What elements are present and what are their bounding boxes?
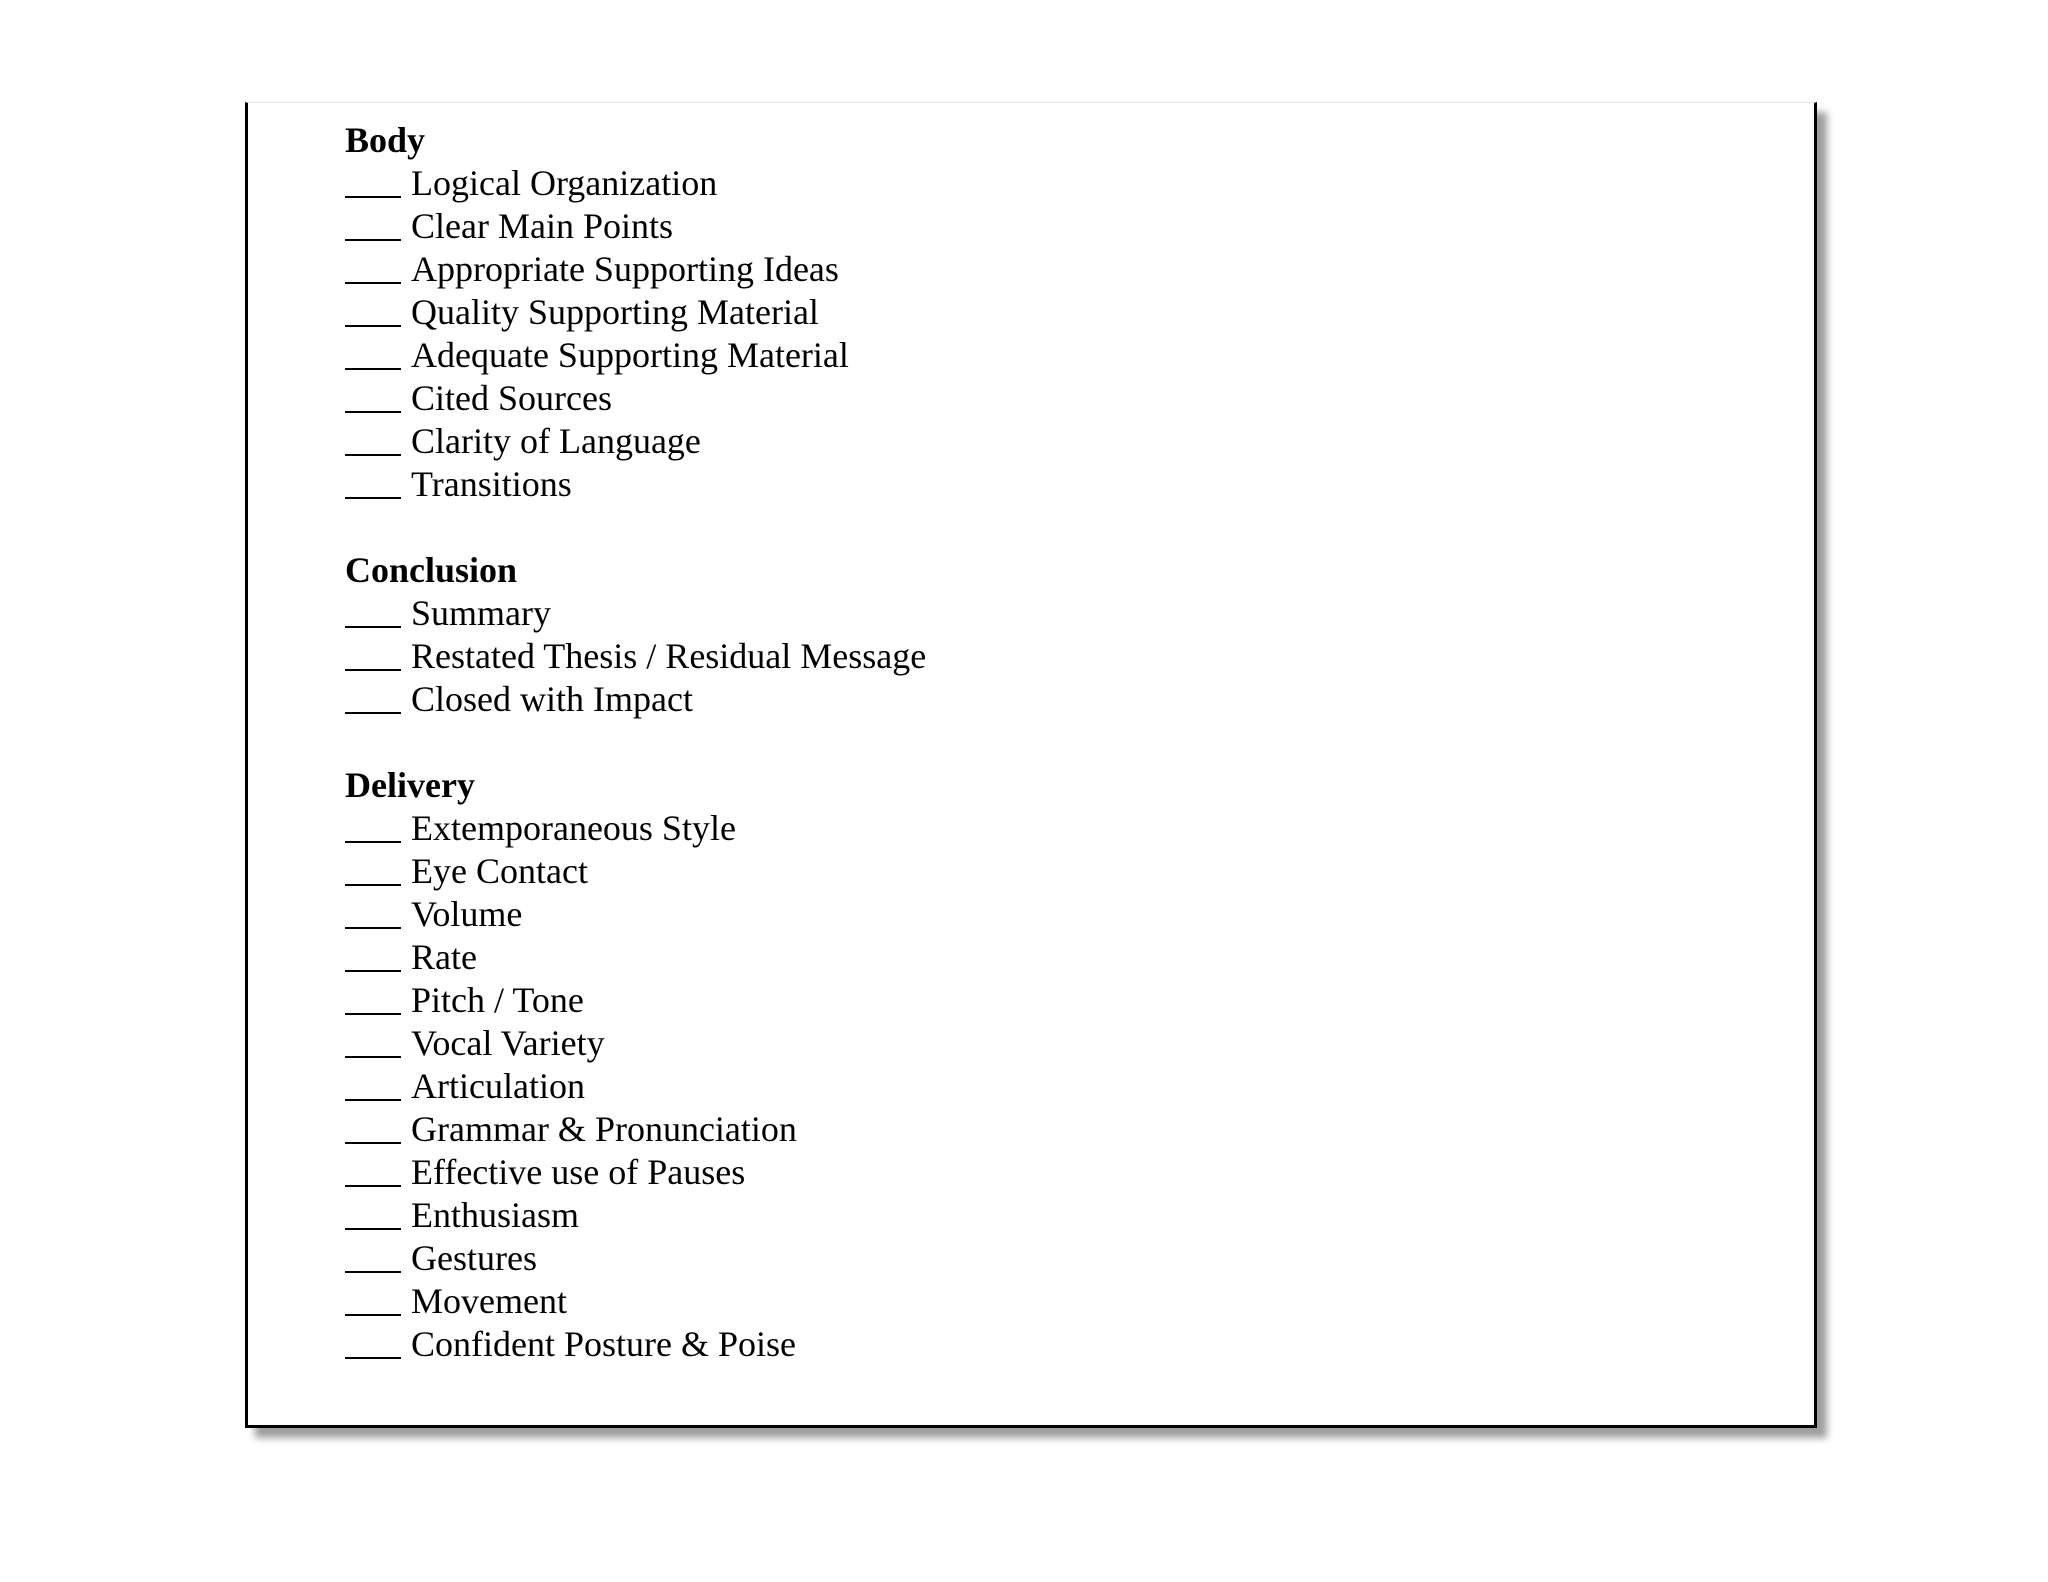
criterion-label: Pitch / Tone bbox=[411, 980, 584, 1020]
score-blank[interactable] bbox=[345, 453, 401, 456]
checklist-item bbox=[345, 205, 1545, 248]
criterion-label: Clear Main Points bbox=[411, 206, 673, 246]
checklist-item bbox=[345, 463, 1545, 506]
score-blank[interactable] bbox=[345, 668, 401, 671]
criterion-label: Vocal Variety bbox=[411, 1023, 605, 1063]
checklist-item bbox=[345, 162, 1545, 205]
score-blank[interactable] bbox=[345, 1098, 401, 1101]
criterion-label: Articulation bbox=[411, 1066, 585, 1106]
section-heading: Delivery bbox=[345, 765, 475, 805]
section-conclusion bbox=[345, 549, 1545, 721]
criterion-label: Gestures bbox=[411, 1238, 537, 1278]
section-spacer bbox=[345, 721, 1545, 764]
checklist-item bbox=[345, 291, 1545, 334]
criterion-label: Clarity of Language bbox=[411, 421, 701, 461]
criterion-label: Eye Contact bbox=[411, 851, 588, 891]
section-body bbox=[345, 119, 1545, 506]
score-blank[interactable] bbox=[345, 1356, 401, 1359]
criterion-label: Closed with Impact bbox=[411, 679, 693, 719]
criterion-label: Volume bbox=[411, 894, 523, 934]
checklist-item bbox=[345, 592, 1545, 635]
criterion-label: Effective use of Pauses bbox=[411, 1152, 746, 1192]
score-blank[interactable] bbox=[345, 410, 401, 413]
checklist-item bbox=[345, 1194, 1545, 1237]
criterion-label: Movement bbox=[411, 1281, 567, 1321]
score-blank[interactable] bbox=[345, 1313, 401, 1316]
score-blank[interactable] bbox=[345, 1270, 401, 1273]
criterion-label: Logical Organization bbox=[411, 163, 718, 203]
score-blank[interactable] bbox=[345, 281, 401, 284]
checklist-item bbox=[345, 850, 1545, 893]
criterion-label: Grammar & Pronunciation bbox=[411, 1109, 797, 1149]
score-blank[interactable] bbox=[345, 969, 401, 972]
score-blank[interactable] bbox=[345, 711, 401, 714]
section-delivery bbox=[345, 764, 1545, 1366]
score-blank[interactable] bbox=[345, 625, 401, 628]
checklist-item bbox=[345, 1323, 1545, 1366]
criterion-label: Confident Posture & Poise bbox=[411, 1324, 796, 1364]
criterion-label: Rate bbox=[411, 937, 477, 977]
criterion-label: Quality Supporting Material bbox=[411, 292, 819, 332]
checklist-item bbox=[345, 1280, 1545, 1323]
checklist-item bbox=[345, 1108, 1545, 1151]
score-blank[interactable] bbox=[345, 1055, 401, 1058]
checklist-item bbox=[345, 893, 1545, 936]
score-blank[interactable] bbox=[345, 1012, 401, 1015]
criterion-label: Extemporaneous Style bbox=[411, 808, 736, 848]
score-blank[interactable] bbox=[345, 883, 401, 886]
section-heading: Conclusion bbox=[345, 550, 518, 590]
checklist-item bbox=[345, 678, 1545, 721]
score-blank[interactable] bbox=[345, 324, 401, 327]
criterion-label: Adequate Supporting Material bbox=[411, 335, 849, 375]
criterion-label: Cited Sources bbox=[411, 378, 612, 418]
section-heading: Body bbox=[345, 120, 426, 160]
checklist-item bbox=[345, 1151, 1545, 1194]
criterion-label: Appropriate Supporting Ideas bbox=[411, 249, 839, 289]
checklist-item bbox=[345, 807, 1545, 850]
criterion-label: Enthusiasm bbox=[411, 1195, 579, 1235]
checklist-item bbox=[345, 936, 1545, 979]
checklist-item bbox=[345, 1022, 1545, 1065]
score-blank[interactable] bbox=[345, 1141, 401, 1144]
checklist-item bbox=[345, 248, 1545, 291]
evaluation-checklist bbox=[345, 119, 1545, 1366]
checklist-item bbox=[345, 979, 1545, 1022]
score-blank[interactable] bbox=[345, 367, 401, 370]
score-blank[interactable] bbox=[345, 195, 401, 198]
checklist-item bbox=[345, 635, 1545, 678]
checklist-item bbox=[345, 377, 1545, 420]
checklist-item bbox=[345, 420, 1545, 463]
score-blank[interactable] bbox=[345, 238, 401, 241]
score-blank[interactable] bbox=[345, 1227, 401, 1230]
score-blank[interactable] bbox=[345, 496, 401, 499]
criterion-label: Summary bbox=[411, 593, 551, 633]
checklist-item bbox=[345, 1065, 1545, 1108]
score-blank[interactable] bbox=[345, 1184, 401, 1187]
checklist-item bbox=[345, 1237, 1545, 1280]
score-blank[interactable] bbox=[345, 840, 401, 843]
score-blank[interactable] bbox=[345, 926, 401, 929]
criterion-label: Restated Thesis / Residual Message bbox=[411, 636, 927, 676]
checklist-item bbox=[345, 334, 1545, 377]
section-spacer bbox=[345, 506, 1545, 549]
criterion-label: Transitions bbox=[411, 464, 572, 504]
